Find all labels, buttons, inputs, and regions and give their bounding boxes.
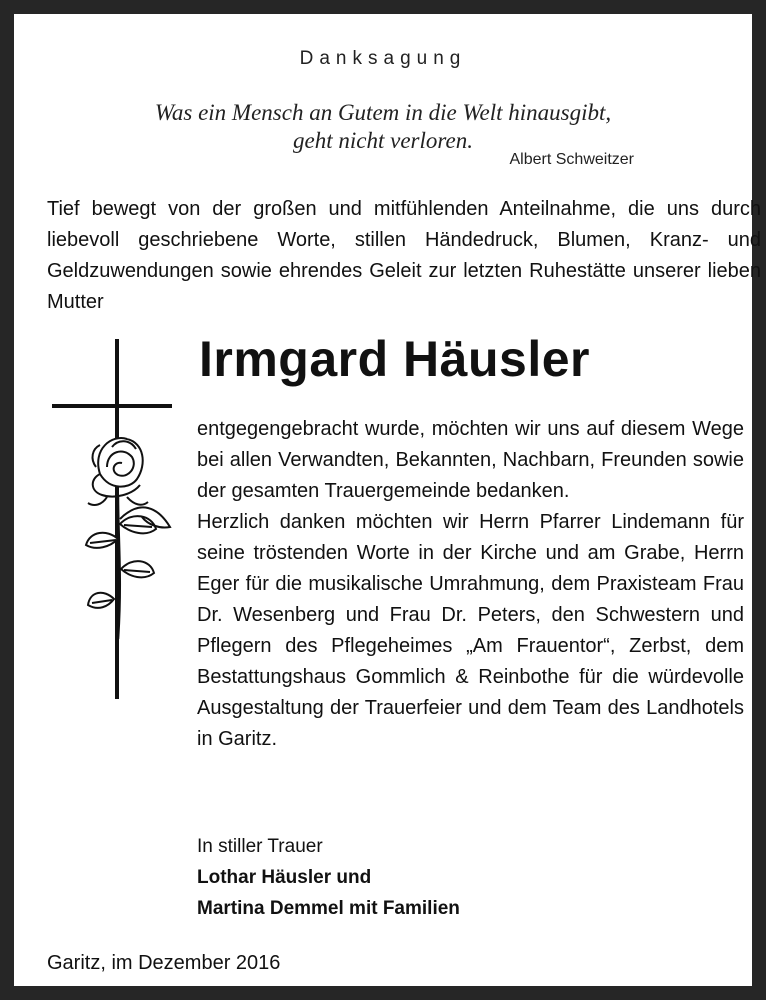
- body-paragraph-2: Herzlich danken möchten wir Herrn Pfarrer Lindemann für seine tröstenden Worte in der Kirche und am Grabe, Herrn Eger für die musikalische Umrahmung, dem Praxisteam Frau Dr. Wesenberg und Frau Dr. Peters, den Schwestern und Pflegern des Pflegeheimes „Am Frauentor“, Zerbst, dem Bestattungshaus Gommlich & Reinbothe für die würdevolle Ausgestaltung der Trauerfeier und dem Team des Landhotels in Garitz.: [197, 511, 744, 750]
- cross-icon: [52, 339, 172, 699]
- signatory-1: Lothar Häusler und: [197, 867, 372, 888]
- body-paragraph-1: entgegengebracht wurde, möchten wir uns auf diesem Wege bei allen Verwandten, Bekannten, Nachbarn, Freunden sowie der gesamten Trauergemeinde bedanken.: [197, 418, 744, 502]
- cross-with-rose-icon: [52, 339, 182, 709]
- heading: Danksagung: [299, 48, 467, 69]
- quote-line-1: Was ein Mensch an Gutem in die Welt hinausgibt,: [154, 100, 612, 125]
- place-date: Garitz, im Dezember 2016: [47, 952, 281, 974]
- quote-line-2: geht nicht verloren.: [293, 128, 473, 153]
- quote-author: Albert Schweitzer: [509, 151, 634, 168]
- body-text: [197, 414, 744, 755]
- closing-block: [197, 831, 460, 924]
- signatory-2: Martina Demmel mit Familien: [197, 898, 460, 919]
- intro-text: Tief bewegt von der großen und mitfühlenden Anteilnahme, die uns durch liebevoll geschriebene Worte, stillen Händedruck, Blumen, Kranz- und Geldzuwendungen sowie ehrendes Geleit zur letzten Ruhestätte unserer lieben Mutter: [47, 198, 761, 313]
- closing-line-1: In stiller Trauer: [197, 836, 323, 857]
- rose-icon: [86, 438, 170, 639]
- deceased-name: Irmgard Häusler: [199, 331, 590, 387]
